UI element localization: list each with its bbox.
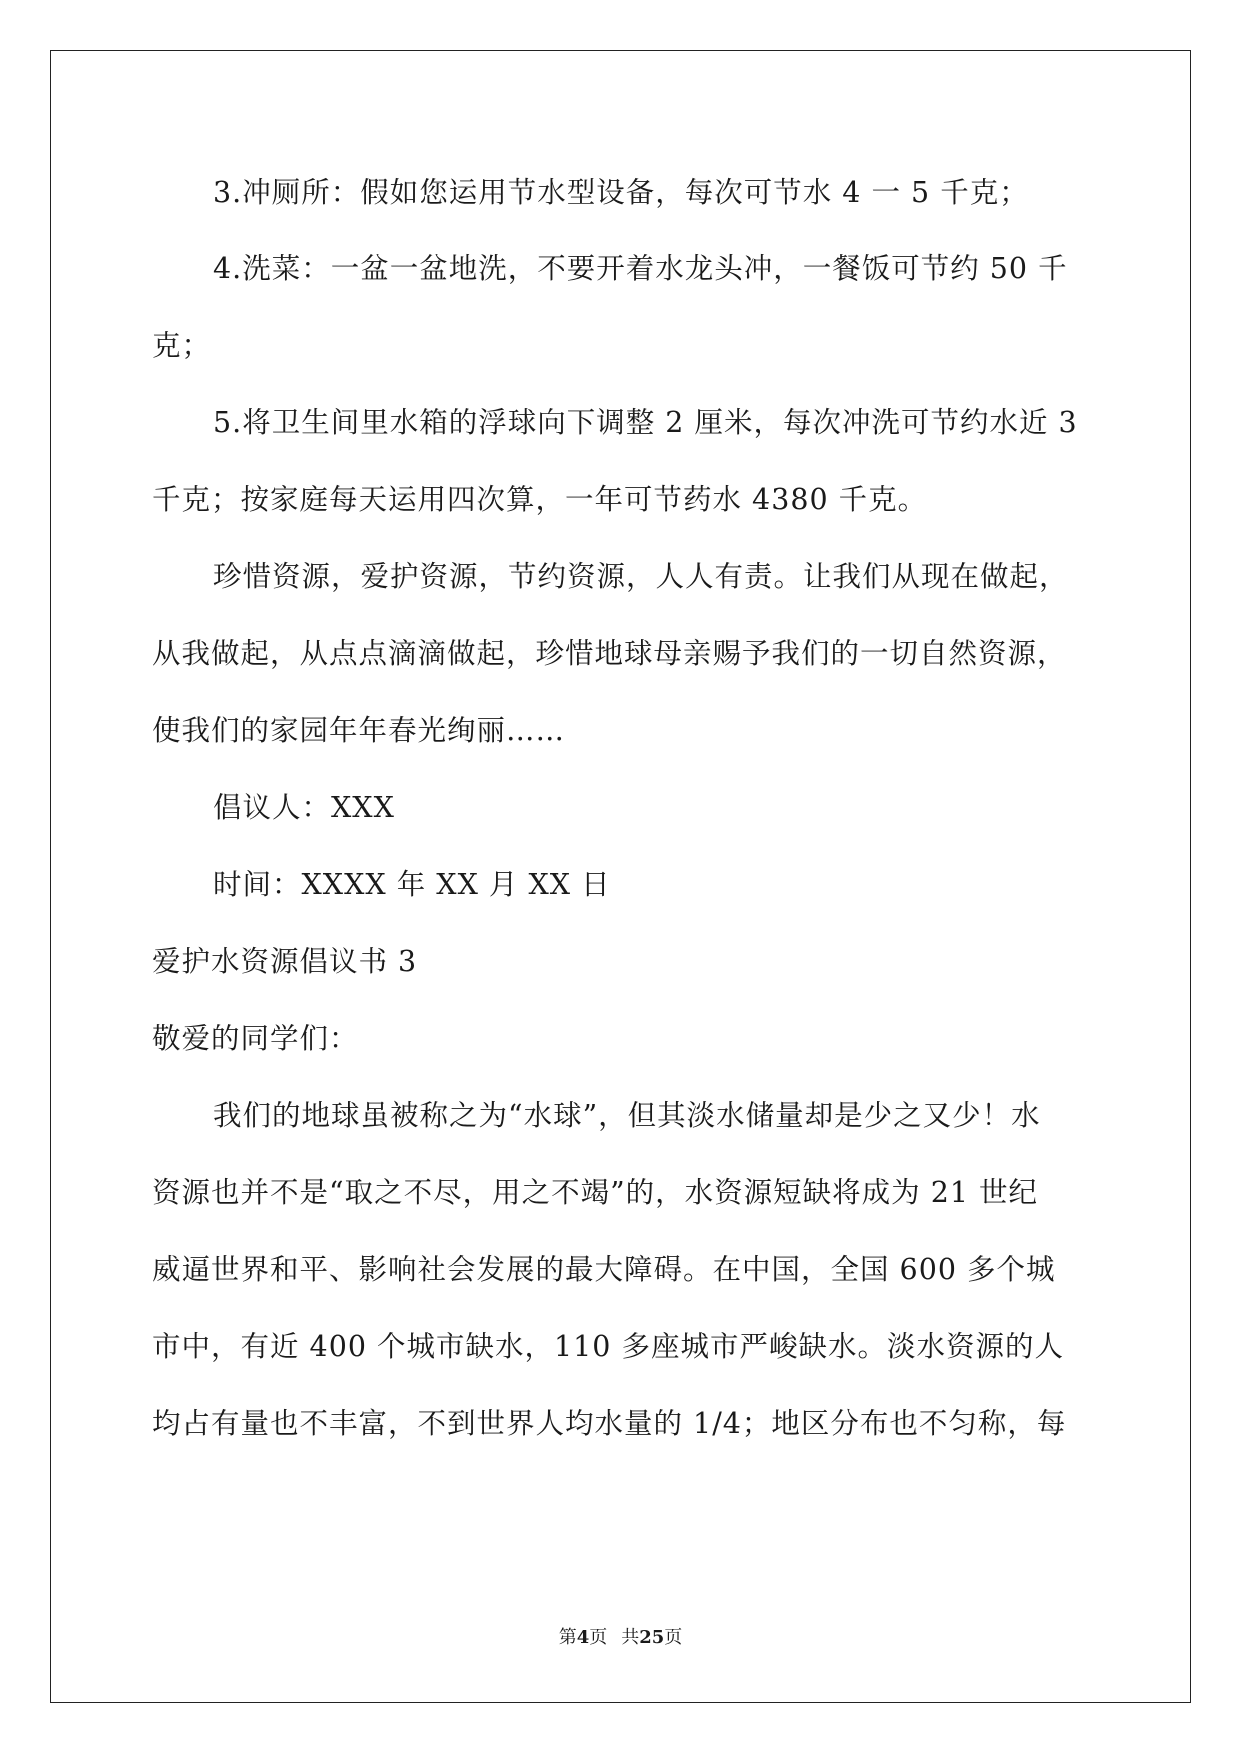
text-line: 我们的地球虽被称之为“水球”，但其淡水储量却是少之又少！水: [213, 1099, 1041, 1132]
text-line: 4.洗菜：一盆一盆地洗，不要开着水龙头冲，一餐饭可节约 50 千: [213, 252, 1068, 285]
text-line: 3.冲厕所：假如您运用节水型设备，每次可节水 4 一 5 千克；: [213, 176, 1029, 209]
text-line: 5.将卫生间里水箱的浮球向下调整 2 厘米，每次冲洗可节约水近 3: [213, 406, 1078, 439]
page-number: 4: [576, 1627, 590, 1648]
page-suffix: 页: [589, 1627, 608, 1648]
date-line: 时间：XXXX 年 XX 月 XX 日: [213, 868, 611, 901]
salutation: 敬爱的同学们：: [152, 1022, 359, 1055]
text-line: 克；: [152, 329, 212, 362]
text-line: 使我们的家园年年春光绚丽……: [152, 714, 566, 747]
text-line: 威逼世界和平、影响社会发展的最大障碍。在中国，全国 600 多个城: [152, 1253, 1056, 1286]
section-title: 爱护水资源倡议书 3: [152, 945, 418, 978]
signature-line: 倡议人：XXX: [213, 791, 395, 824]
page-footer: [0, 1626, 1241, 1650]
page-prefix: 第: [558, 1627, 577, 1648]
text-line: 珍惜资源，爱护资源，节约资源，人人有责。让我们从现在做起，: [213, 560, 1069, 593]
total-prefix: 共: [621, 1627, 640, 1648]
text-line: 资源也并不是“取之不尽，用之不竭”的，水资源短缺将成为 21 世纪: [152, 1176, 1039, 1209]
total-pages: 25: [639, 1627, 665, 1648]
text-line: 市中，有近 400 个城市缺水，110 多座城市严峻缺水。淡水资源的人: [152, 1330, 1064, 1363]
text-line: 从我做起，从点点滴滴做起，珍惜地球母亲赐予我们的一切自然资源，: [152, 637, 1067, 670]
text-line: 均占有量也不丰富，不到世界人均水量的 1/4；地区分布也不匀称，每: [152, 1407, 1067, 1440]
total-suffix: 页: [664, 1627, 683, 1648]
text-line: 千克；按家庭每天运用四次算，一年可节药水 4380 千克。: [152, 483, 928, 516]
